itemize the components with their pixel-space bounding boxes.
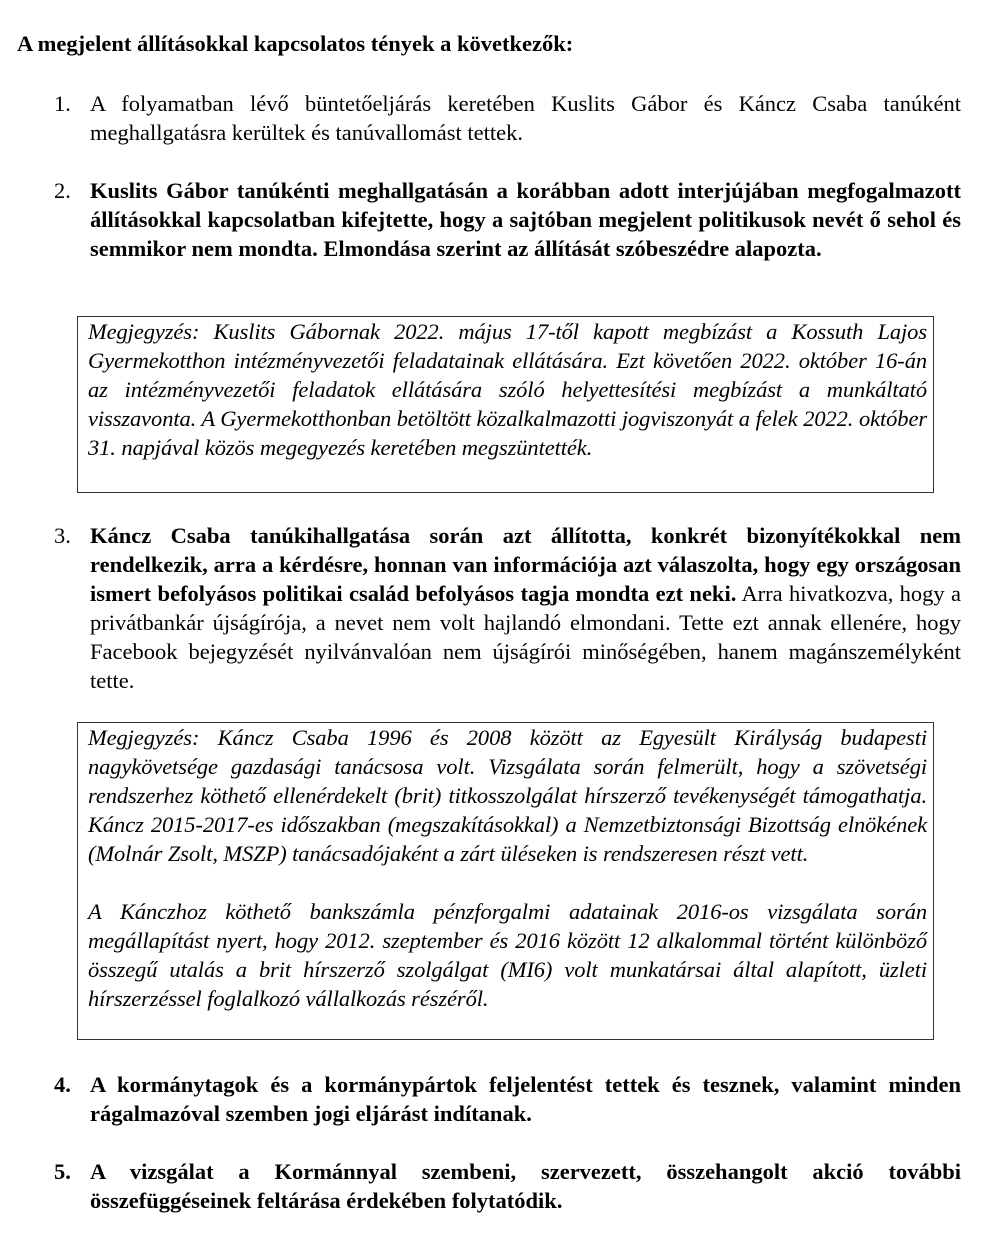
item-number: 4. [54, 1072, 71, 1097]
page-title: A megjelent állításokkal kapcsolatos tények a következők: [17, 31, 574, 56]
list-item-4 [54, 1070, 961, 1128]
note-box-kancz [77, 722, 934, 1040]
list-item-1 [54, 89, 961, 147]
item-bold-text: A vizsgálat a Kormánnyal szembeni, szervezett, összehangolt akció további összefüggéseinek feltárása érdekében folytatódik. [90, 1159, 961, 1213]
item-number: 2. [54, 178, 71, 203]
note-paragraph: A Kánczhoz köthető bankszámla pénzforgalmi adatainak 2016-os vizsgálata során megállapítást nyert, hogy 2012. szeptember és 2016 között 12 alkalommal történt különböző összegű utalás a brit hírszerző szolgálgat (MI6) volt munkatársai által alapított, üzleti hírszerzéssel foglalkozó vállalkozás részéről. [88, 899, 927, 1011]
note-box-kuslits [77, 316, 934, 493]
item-number: 1. [54, 91, 71, 116]
item-text: Arra hivatkozva, hogy a privátbankár újságírója, a nevet nem volt hajlandó elmondani. Tette ezt annak ellenére, hogy Facebook bejegyzését nyilvánvalóan nem újságírói minőségében, hanem magánszemélyként tette. [90, 581, 961, 693]
item-number: 5. [54, 1159, 71, 1184]
note-paragraph: Megjegyzés: Kuslits Gábornak 2022. május 17-től kapott megbízást a Kossuth Lajos Gyermekotthon intézményvezetői feladatainak ellátására. Ezt követően 2022. október 16-án az intézményvezetői feladatok ellátására szóló helyettesítési megbízást a munkáltató visszavonta. A Gyermekotthonban betöltött közalkalmazotti jogviszonyát a felek 2022. október 31. napjával közös megegyezés keretében megszüntették. [88, 319, 927, 460]
item-number: 3. [54, 523, 71, 548]
list-item-5 [54, 1157, 961, 1215]
item-bold-text: A kormánytagok és a kormánypártok feljelentést tettek és tesznek, valamint minden rágalmazóval szemben jogi eljárást indítanak. [90, 1072, 961, 1126]
item-bold-text: Kuslits Gábor tanúkénti meghallgatásán a korábban adott interjújában megfogalmazott állításokkal kapcsolatban kifejtette, hogy a sajtóban megjelent politikusok nevét ő sehol és semmikor nem mondta. Elmondása szerint az állítását szóbeszédre alapozta. [90, 178, 961, 261]
item-bold-text: Káncz Csaba tanúkihallgatása során azt állította, konkrét bizonyítékokkal nem rendelkezik, arra a kérdésre, honnan van információja azt válaszolta, hogy egy országosan ismert befolyásos politikai család befolyásos tagja mondta ezt neki. [90, 523, 961, 606]
list-item-2 [54, 176, 961, 263]
item-text: A folyamatban lévő büntetőeljárás keretében Kuslits Gábor és Káncz Csaba tanúként meghallgatásra kerültek és tanúvallomást tettek. [90, 91, 961, 145]
item-body [90, 521, 961, 695]
list-item-3 [54, 521, 961, 695]
note-paragraph: Megjegyzés: Káncz Csaba 1996 és 2008 között az Egyesült Királyság budapesti nagykövetsége gazdasági tanácsosa volt. Vizsgálata során felmerült, hogy a szövetségi rendszerhez köthető ellenérdekelt (brit) titkosszolgálat hírszerző tevékenységét támogathatja. Káncz 2015-2017-es időszakban (megszakításokkal) a Nemzetbiztonsági Bizottság elnökének (Molnár Zsolt, MSZP) tanácsadójaként a zárt üléseken is rendszeresen részt vett. [88, 725, 927, 866]
